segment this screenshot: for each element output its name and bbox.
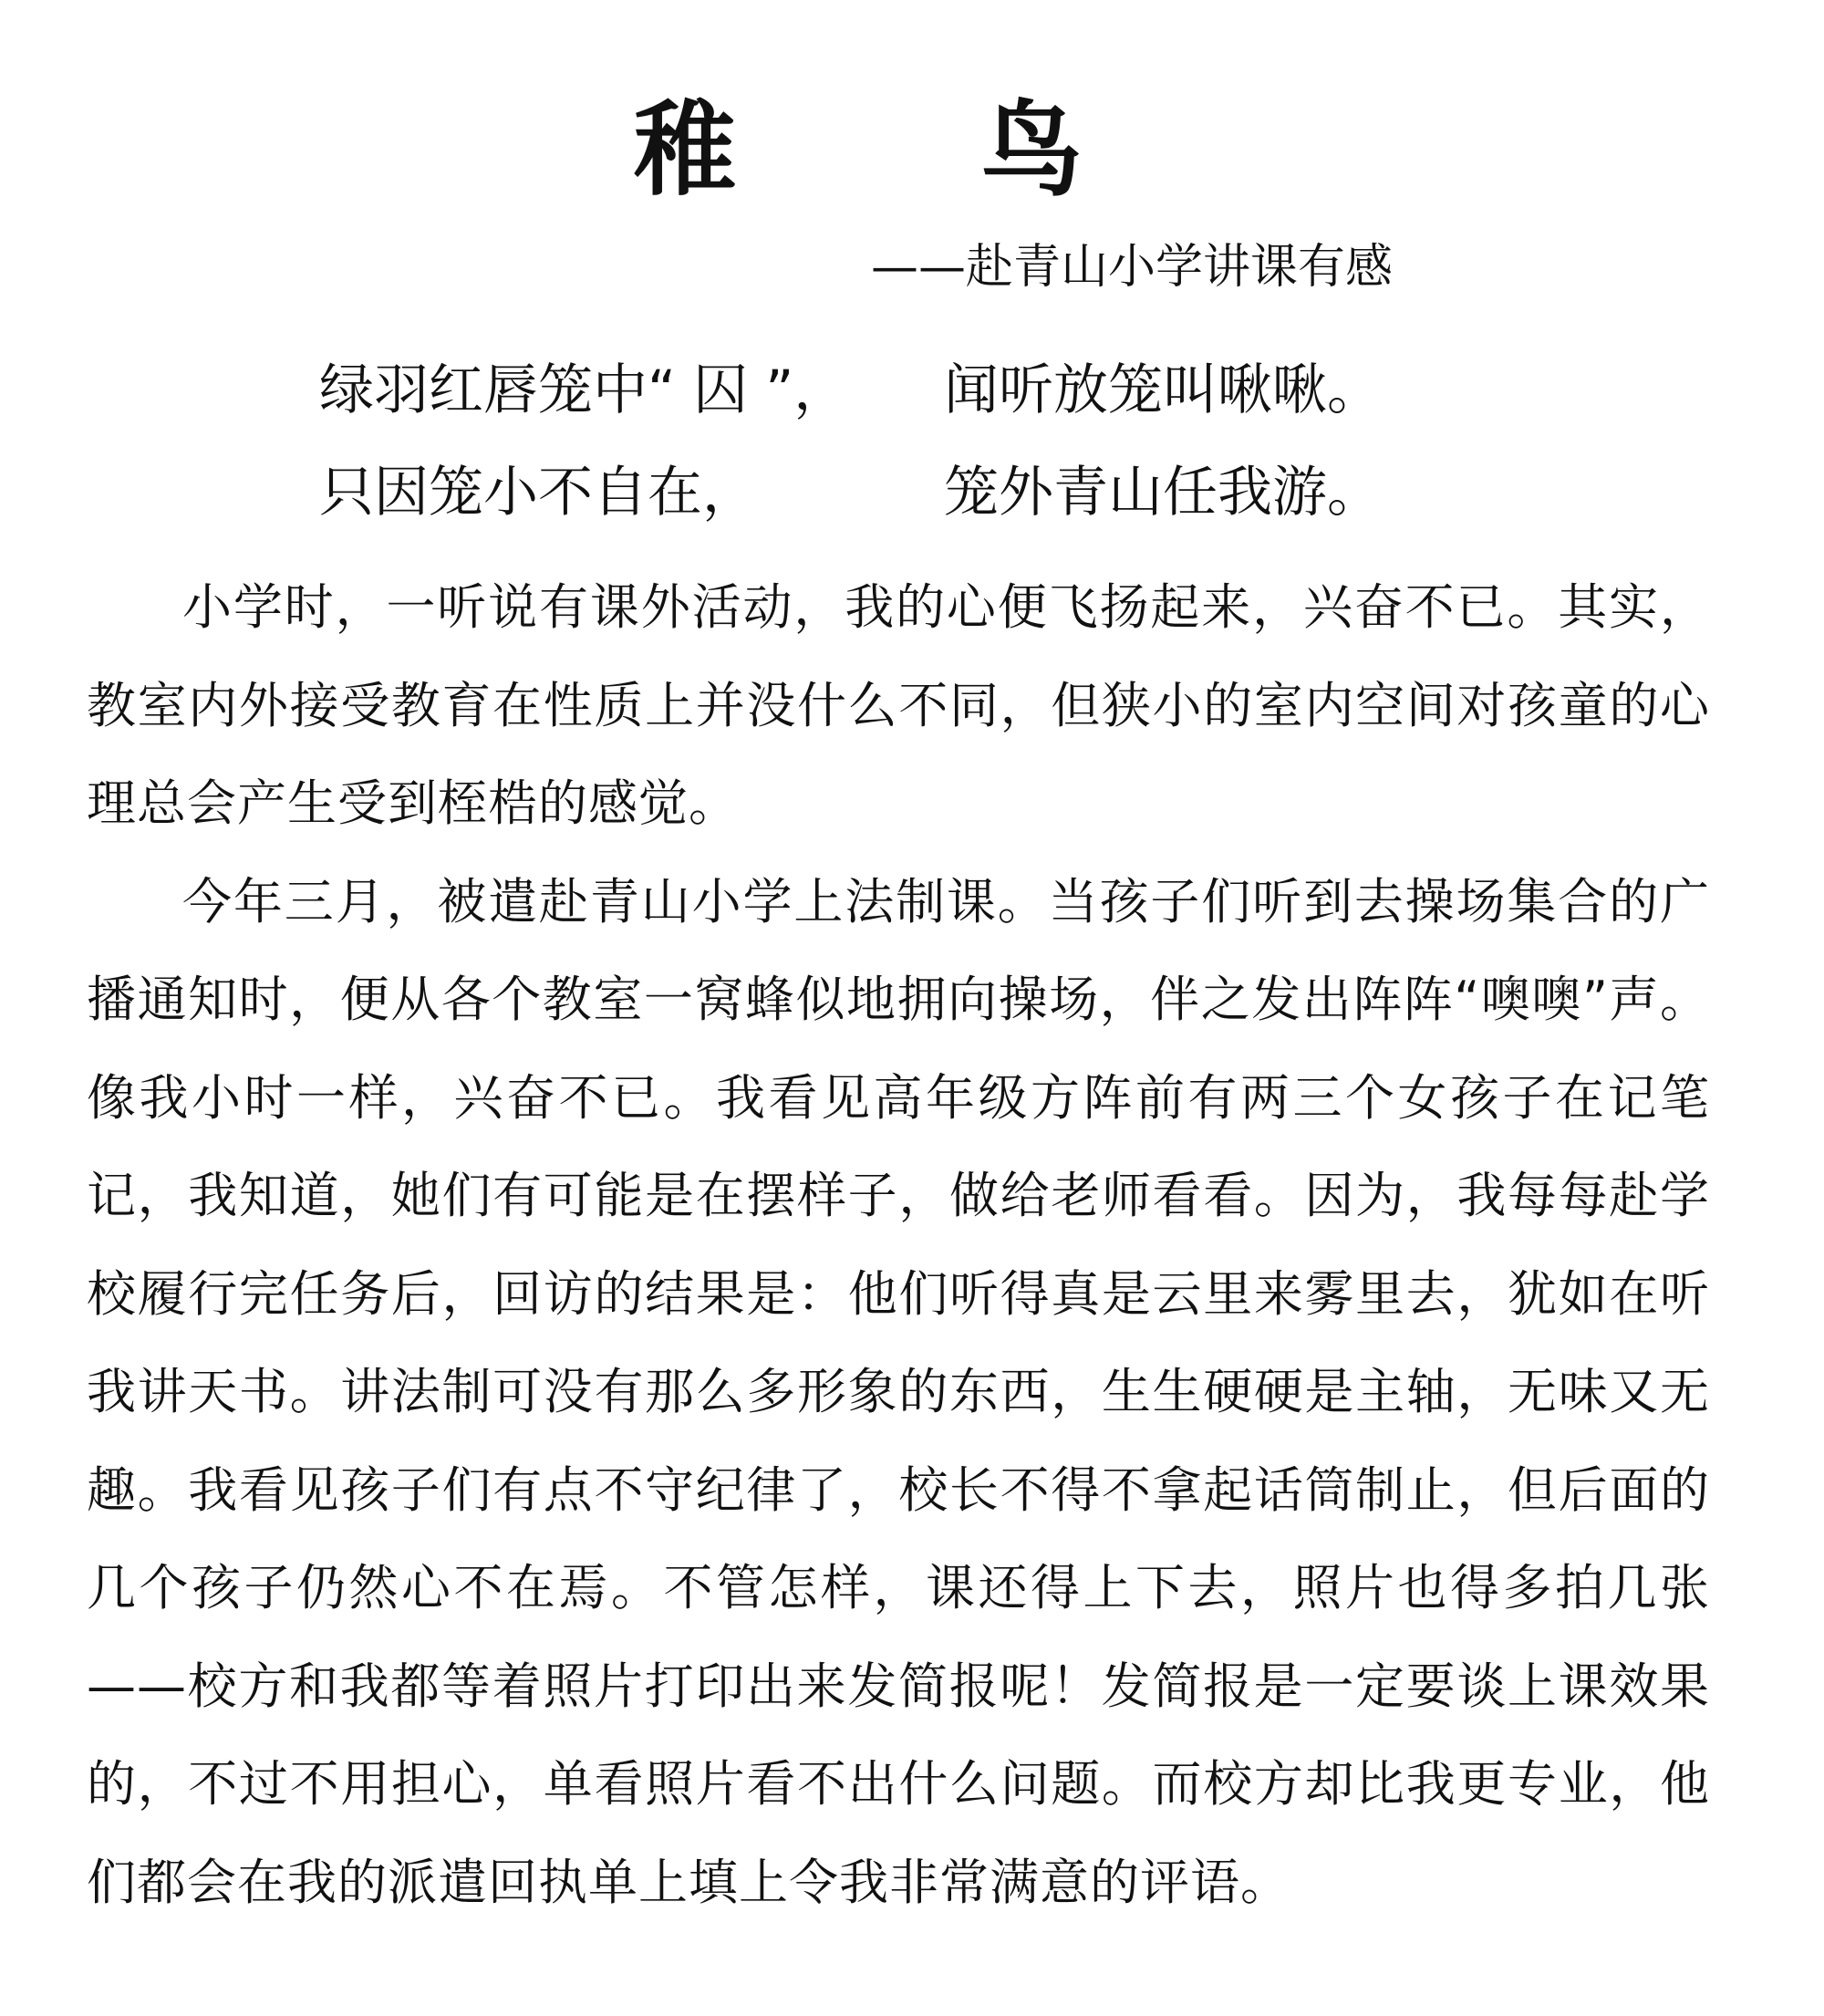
poem-line-2-right: 笼外青山任我游。 (944, 461, 1382, 525)
subtitle: ——赴青山小学讲课有感 (871, 240, 1394, 295)
poem-line-1-left: 绿羽红唇笼中“ 囚 ”， (319, 359, 849, 422)
poem-line-1-right: 闻听放笼叫啾啾。 (944, 359, 1382, 422)
poem-line-2-left: 只因笼小不自在， (319, 461, 757, 525)
paragraph-1: 小学时，一听说有课外活动，我的心便飞扬起来，兴奋不已。其实，教室内外接受教育在性质上并没什么不同，但狭小的室内空间对孩童的心理总会产生受到桎梏的感觉。 (87, 578, 1710, 832)
paragraph-2: 今年三月，被遣赴青山小学上法制课。当孩子们听到去操场集合的广播通知时，便从各个教室一窝蜂似地拥向操场，伴之发出阵阵“噢噢”声。像我小时一样，兴奋不已。我看见高年级方阵前有两三个女孩子在记笔记，我知道，她们有可能是在摆样子，做给老师看看。因为，我每每赴学校履行完任务后，回访的结果是：他们听得真是云里来雾里去，犹如在听我讲天书。讲法制可没有那么多形象的东西，生生硬硬是主轴，无味又无趣。我看见孩子们有点不守纪律了，校长不得不拿起话筒制止，但后面的几个孩子仍然心不在焉。不管怎样，课还得上下去，照片也得多拍几张——校方和我都等着照片打印出来发简报呢！发简报是一定要谈上课效果的，不过不用担心，单看照片看不出什么问题。而校方却比我更专业，他们都会在我的派遣回执单上填上令我非常满意的评语。 (87, 872, 1710, 1911)
title (0, 87, 1824, 214)
body-text (87, 558, 1710, 1931)
title-char-1: 稚 (634, 90, 736, 210)
poem-line-2 (0, 447, 1824, 538)
poem-line-1 (0, 345, 1824, 436)
title-char-2: 鸟 (980, 90, 1083, 210)
